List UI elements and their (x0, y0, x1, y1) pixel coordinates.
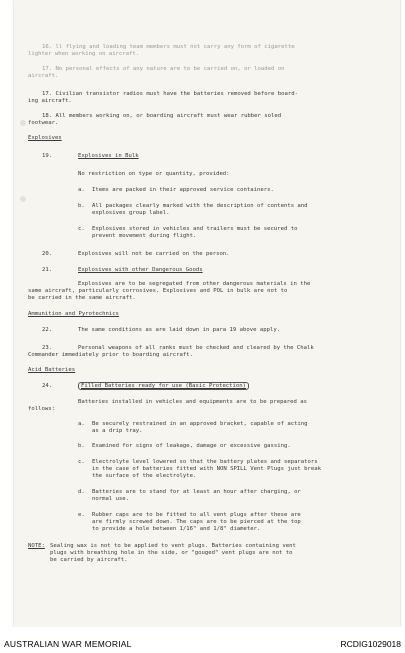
para-25-line2: follows: (28, 406, 55, 412)
note-label: NOTE: (28, 543, 45, 549)
para-25-e-letter: e. (78, 512, 85, 518)
heading-ammunition: Ammunition and Pyrotechnics (28, 311, 119, 317)
para-19-line2: footwear. (28, 120, 59, 126)
para-25-c-letter: c. (78, 459, 85, 465)
para-24-line1: Personal weapons of all ranks must be checked and cleared by the Chalk (78, 345, 314, 351)
para-20-heading: Explosives in Bulk (78, 153, 139, 159)
para-21-number: 20. (42, 251, 53, 257)
para-25-e-line2: are firmly screwed down. The caps are to be pierced at the top (92, 519, 301, 525)
para-22-number: 21. (42, 267, 53, 273)
para-24-line2: Commander immediately prior to boarding aircraft. (28, 352, 194, 358)
para-20-a-letter: a. (78, 187, 85, 193)
para-25-heading (78, 383, 249, 390)
para-20-number: 19. (42, 153, 53, 159)
para-25-e-line3: to provide a hole between 1/16" and 1/8" diameter. (92, 526, 261, 532)
para-20-a: Items are packed in their approved service containers. (92, 187, 274, 193)
para-25-heading-text: Filled Batteries ready for use (Basic Protection) (78, 382, 249, 390)
heading-acid-batteries: Acid Batteries (28, 367, 76, 373)
para-20-c-line2: prevent movement during flight. (92, 233, 197, 239)
footer-record-id: RCDIG1029018 (340, 639, 401, 649)
para-20-c-line1: Explosives stored in vehicles and trailers must be secured to (92, 226, 298, 232)
punch-hole (20, 196, 26, 202)
para-25-b-letter: b. (78, 443, 85, 449)
para-20-b-line2: explosives group label. (92, 210, 170, 216)
para-20-b-line1: All packages clearly marked with the description of contents and (92, 203, 308, 209)
para-25-a-line1: Be securely restrained in an approved bracket, capable of acting (92, 421, 308, 427)
para-22-line1: Explosives are to be segregated from other dangerous materials in the (78, 281, 311, 287)
para-16-line2: lighter when working on aircraft. (28, 51, 140, 57)
para-20-b-letter: b. (78, 203, 85, 209)
para-25-e-line1: Rubber caps are to be fitted to all vent plugs after these are (92, 512, 301, 518)
para-25-c-line3: the surface of the electrolyte. (92, 473, 197, 479)
para-25-d-line2: normal use. (92, 496, 130, 502)
para-25-c-line1: Electrolyte level lowered so that the battery plates and separators (92, 459, 318, 465)
para-18-line1: 17. Civilian transistor radios must have the batteries removed before board- (42, 91, 298, 97)
para-25-c-line2: in the case of batteries fitted with NON SPILL Vent Plugs just break (92, 466, 322, 472)
para-23-number: 22. (42, 327, 53, 333)
punch-holes (20, 120, 26, 272)
para-19-line1: 18. All members working on, or boarding aircraft must wear rubber soled (42, 113, 282, 119)
note-line3: be carried by aircraft. (50, 557, 128, 563)
para-25-number: 24. (42, 383, 53, 389)
heading-explosives: Explosives (28, 135, 62, 141)
para-17-line1: 17. No personal effects of any nature are to be carried on, or loaded on (42, 66, 285, 72)
para-17-line2: aircraft. (28, 73, 59, 79)
para-20-intro: No restriction on type or quantity, provided: (78, 171, 230, 177)
para-25-line1: Batteries installed in vehicles and equipments are to be prepared as (78, 399, 308, 405)
para-18-line2: ing aircraft. (28, 98, 72, 104)
para-25-d-line1: Batteries are to stand for at least an hour after charging, or (92, 489, 301, 495)
note-line1: Sealing wax is not to be applied to vent plugs. Batteries containing vent (50, 543, 296, 549)
para-22-heading: Explosives with other Dangerous Goods (78, 267, 203, 273)
note-line2: plugs with breathing hole in the side, or "gouged" vent plugs are not to (50, 550, 293, 556)
para-25-a-letter: a. (78, 421, 85, 427)
para-25-a-line2: as a drip tray. (92, 428, 143, 434)
para-22-line3: be carried in the same aircraft. (28, 295, 136, 301)
para-23: The same conditions as are laid down in para 19 above apply. (78, 327, 281, 333)
para-25-d-letter: d. (78, 489, 85, 495)
footer-source: AUSTRALIAN WAR MEMORIAL (4, 639, 132, 649)
punch-hole (20, 120, 26, 126)
para-21: Explosives will not be carried on the person. (78, 251, 230, 257)
para-16-line1: 16. ll flying and loading team members must not carry any form of cigarette (42, 44, 295, 50)
para-20-c-letter: c. (78, 226, 85, 232)
para-22-line2: same aircraft, particularly corrosives. Explosives and POL in bulk are not to (28, 288, 288, 294)
document-page (14, 0, 400, 627)
para-24-number: 23. (42, 345, 53, 351)
para-25-b: Examined for signs of leakage, damage or excessive gassing. (92, 443, 291, 449)
